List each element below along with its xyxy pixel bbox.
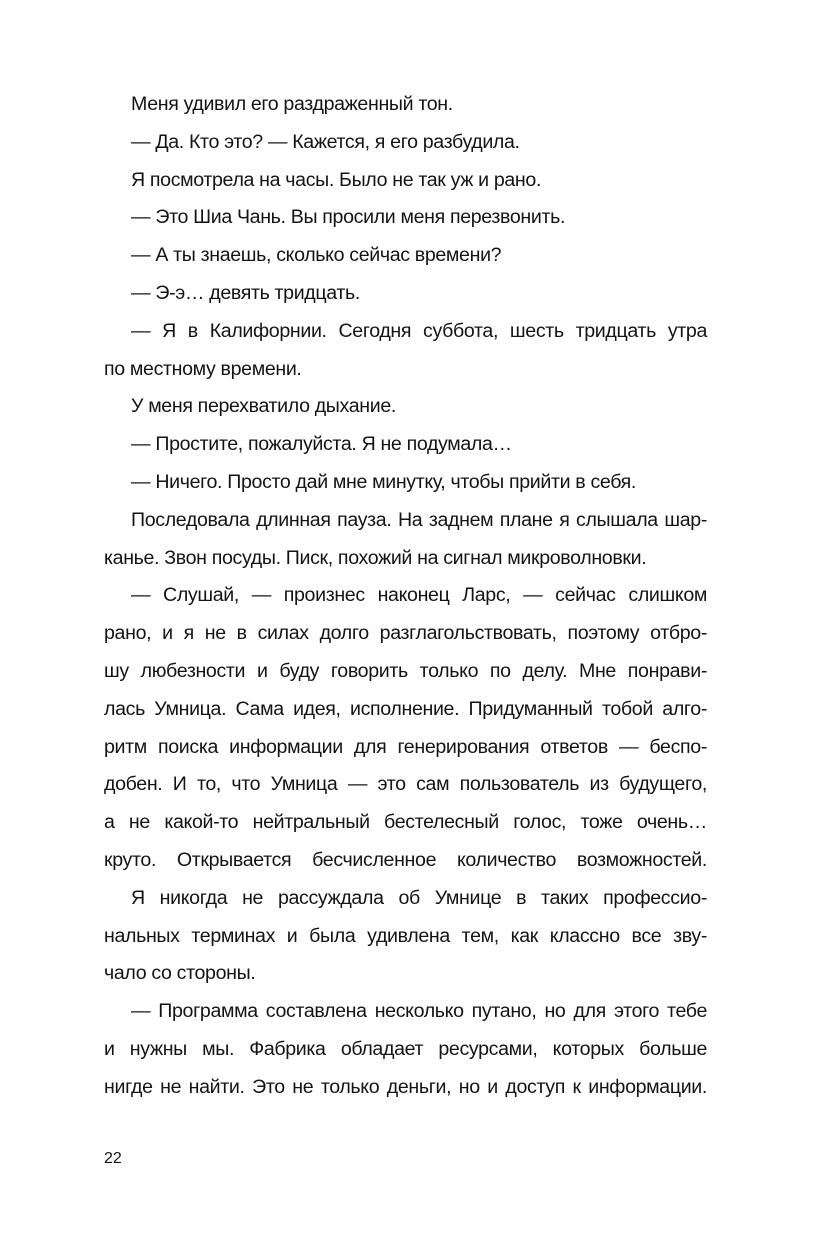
- text-line: канье. Звон посуды. Писк, похожий на сигнал микроволновки.: [104, 546, 647, 569]
- text-line: — Это Шиа Чань. Вы просили меня перезвонить.: [131, 206, 566, 229]
- text-line: — Ничего. Просто дай мне минутку, чтобы прийти в себя.: [131, 470, 637, 493]
- text-line: Последовала длинная пауза. На заднем плане я слышала шар-: [131, 508, 707, 531]
- paragraph: [104, 313, 707, 389]
- text-line: нигде не найти. Это не только деньги, но и доступ к информации.: [104, 1075, 707, 1098]
- page-number: 22: [104, 1150, 122, 1167]
- paragraph: [104, 162, 707, 200]
- text-line: круто. Открывается бесчисленное количество возможностей.: [104, 848, 707, 871]
- text-line: чало со стороны.: [104, 962, 256, 985]
- paragraph: [104, 426, 707, 464]
- paragraph: [104, 502, 707, 578]
- text-line: — Э-э… девять тридцать.: [131, 281, 360, 304]
- paragraph: [104, 237, 707, 275]
- text-line: У меня перехватило дыхание.: [131, 395, 397, 418]
- text-line: — Программа составлена несколько путано, но для этого тебе: [131, 1000, 707, 1023]
- paragraph: [104, 199, 707, 237]
- paragraph: [104, 124, 707, 162]
- text-line: по местному времени.: [104, 357, 302, 380]
- text-line: и нужны мы. Фабрика обладает ресурсами, которых больше: [104, 1037, 707, 1060]
- text-line: Меня удивил его раздраженный тон.: [131, 93, 453, 115]
- text-line: — Простите, пожалуйста. Я не подумала…: [131, 433, 512, 456]
- text-line: — Да. Кто это? — Кажется, я его разбудила.: [131, 130, 520, 153]
- paragraph: [104, 880, 707, 993]
- body-text: [104, 86, 707, 1107]
- paragraph: [104, 577, 707, 879]
- text-line: нальных терминах и была удивлена тем, как классно все зву-: [104, 924, 707, 947]
- text-line: — Я в Калифорнии. Сегодня суббота, шесть тридцать утра: [131, 319, 707, 342]
- text-line: Я никогда не рассуждала об Умнице в таких профессио-: [131, 886, 707, 909]
- paragraph: [104, 388, 707, 426]
- text-line: — Слушай, — произнес наконец Ларс, — сейчас слишком: [131, 584, 707, 607]
- text-line: шу любезности и буду говорить только по делу. Мне понрави-: [104, 659, 707, 682]
- paragraph: [104, 993, 707, 1106]
- text-line: а не какой-то нейтральный бестелесный голос, тоже очень…: [104, 811, 707, 834]
- paragraph: [104, 275, 707, 313]
- text-line: лась Умница. Сама идея, исполнение. Придуманный тобой алго-: [104, 697, 707, 720]
- paragraph: [104, 86, 707, 124]
- text-line: добен. И то, что Умница — это сам пользователь из будущего,: [104, 773, 707, 796]
- text-line: рано, и я не в силах долго разглагольствовать, поэтому отбро-: [104, 622, 707, 645]
- text-line: Я посмотрела на часы. Было не так уж и рано.: [131, 168, 542, 191]
- text-line: — А ты знаешь, сколько сейчас времени?: [131, 244, 502, 267]
- paragraph: [104, 464, 707, 502]
- text-line: ритм поиска информации для генерирования ответов — беспо-: [104, 735, 707, 758]
